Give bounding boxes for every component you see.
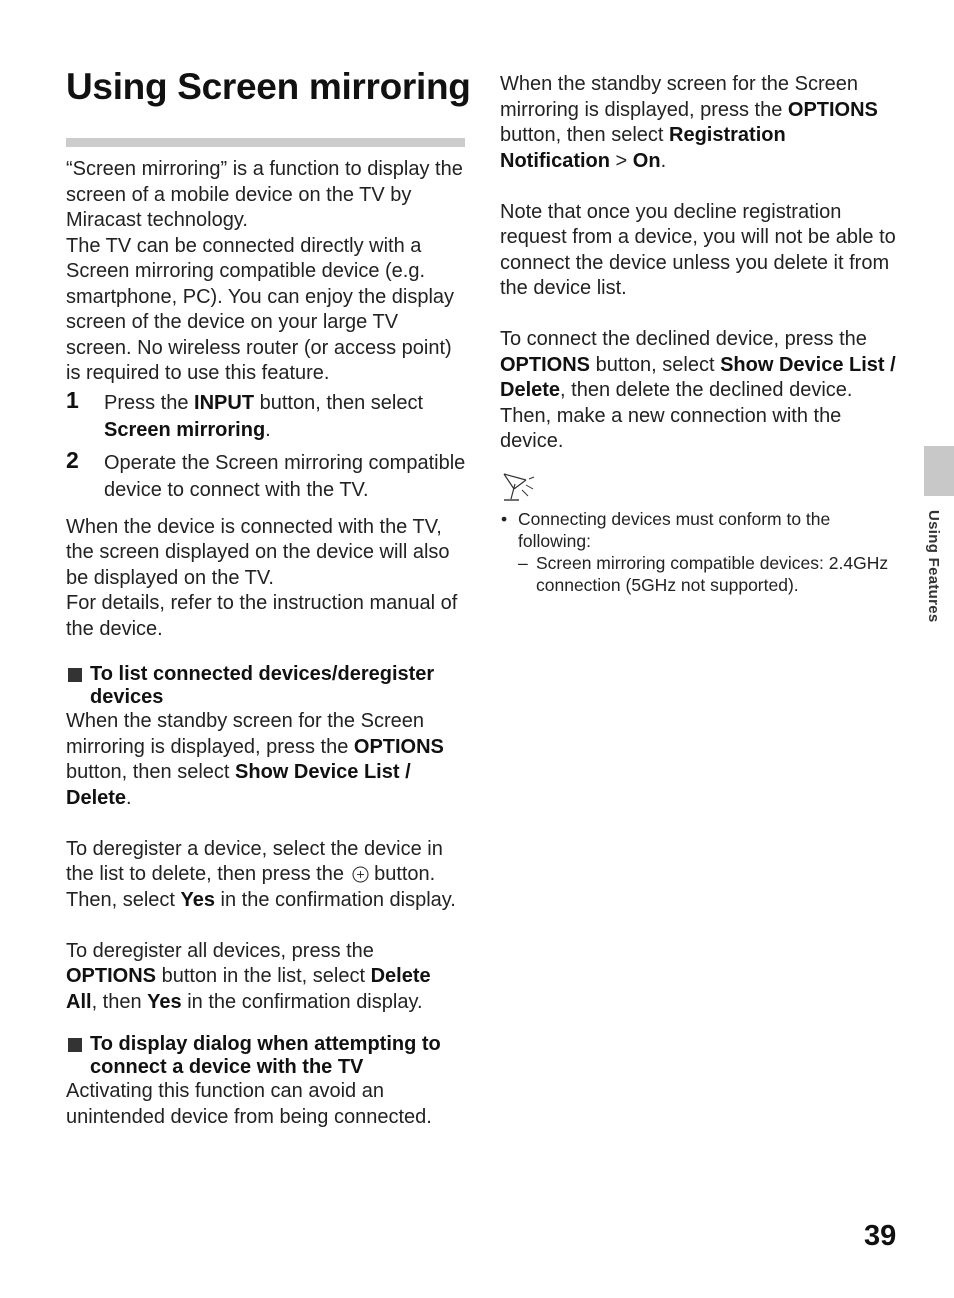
- bullet-glyph: •: [501, 508, 508, 529]
- step-number: 2: [66, 446, 79, 473]
- step-text: Operate the Screen mirroring compatible device to connect with the TV.: [104, 451, 466, 501]
- section-heading-list-devices: [66, 663, 466, 709]
- input-button-label: INPUT: [194, 391, 255, 414]
- dialog-paragraph-3: Note that once you decline registration request from a device, you will not be able to connect the device unless you delete it from the device list.: [500, 200, 896, 299]
- hint-lamp-icon: [500, 471, 536, 505]
- intro-paragraph-1: “Screen mirroring” is a function to display the screen of a mobile device on the TV by Miracast technology.: [66, 158, 463, 231]
- section-heading-text: To list connected devices/deregister devices: [90, 663, 435, 708]
- dialog-paragraph-1: Activating this function can avoid an unintended device from being connected.: [66, 1080, 432, 1128]
- list-paragraph-3: To deregister all devices, press the OPTIONS button in the list, select Delete All, then Yes in the confirmation display.: [66, 939, 431, 1013]
- title-rule: [66, 138, 465, 147]
- step-2: [66, 446, 466, 504]
- enter-button-icon: [352, 866, 369, 883]
- note-subitem-text: Screen mirroring compatible devices: 2.4GHz connection (5GHz not supported).: [536, 552, 889, 595]
- list-paragraph-2: To deregister a device, select the device in the list to delete, then press the button. Then, select Yes in the confirmation display.: [66, 837, 456, 911]
- step-text: button, then select: [254, 391, 424, 414]
- screen-mirroring-label: Screen mirroring: [104, 418, 266, 441]
- step-1: [66, 386, 466, 444]
- square-bullet-icon: [68, 668, 82, 682]
- section-heading-dialog: [66, 1033, 466, 1079]
- left-column: [66, 157, 466, 1130]
- note-item-text: Connecting devices must conform to the following:: [518, 508, 831, 551]
- section-heading-text: To display dialog when attempting to connect a device with the TV: [90, 1033, 441, 1078]
- note-list: [500, 508, 900, 596]
- step-number: 1: [66, 386, 79, 413]
- side-tab-label: Using Features: [925, 510, 942, 623]
- page-number: 39: [864, 1220, 897, 1252]
- step-text: .: [265, 418, 271, 441]
- connected-paragraph: When the device is connected with the TV, the screen displayed on the device will also be displayed on the TV.: [66, 515, 450, 589]
- list-paragraph-1: When the standby screen for the Screen mirroring is displayed, press the OPTIONS button, then select Show Device List / Delete.: [66, 710, 444, 809]
- dash-glyph: –: [518, 552, 528, 573]
- page-title: Using Screen mirroring: [66, 66, 471, 107]
- step-text: Press the: [104, 391, 195, 414]
- note-item: [500, 508, 900, 552]
- dialog-paragraph-2: When the standby screen for the Screen mirroring is displayed, press the OPTIONS button, then select Registration Notification > On.: [500, 73, 878, 172]
- right-column: [500, 72, 900, 596]
- section-side-tab: [924, 446, 954, 496]
- details-paragraph: For details, refer to the instruction manual of the device.: [66, 592, 458, 640]
- note-subitem: [518, 552, 900, 596]
- intro-paragraph-2: The TV can be connected directly with a Screen mirroring compatible device (e.g. smartphone, PC). You can enjoy the display screen of the device on your large TV screen. No wireless router (or access point) is required to use this feature.: [66, 234, 455, 384]
- square-bullet-icon: [68, 1038, 82, 1052]
- dialog-paragraph-4: To connect the declined device, press the OPTIONS button, select Show Device List / Delete, then delete the declined device. Then, make a new connection with the device.: [500, 328, 896, 452]
